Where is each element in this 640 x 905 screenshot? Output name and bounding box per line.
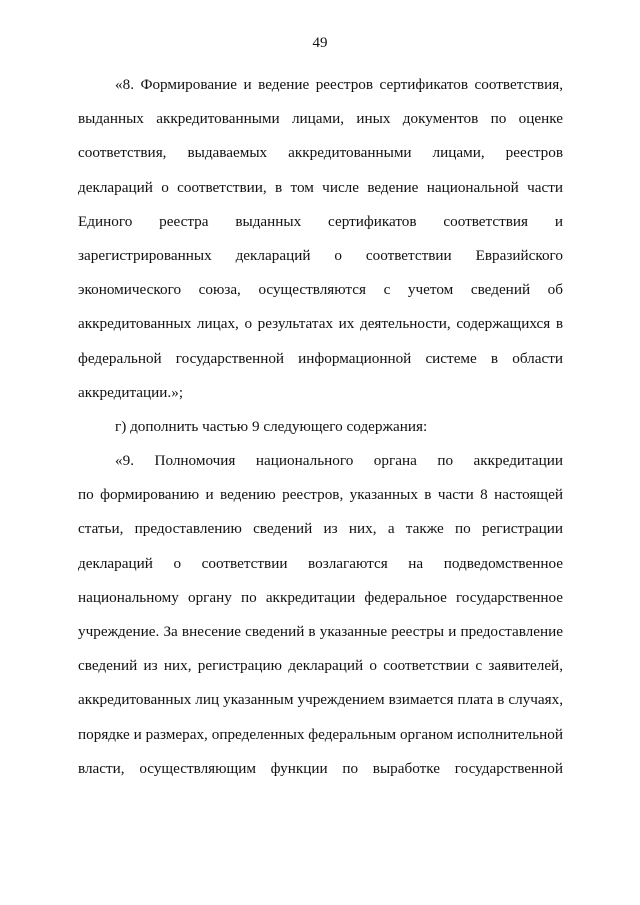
text-line: аккредитации.»; bbox=[78, 383, 184, 401]
text-line: соответствия, выдаваемых аккредитованными лицами, реестров bbox=[78, 144, 563, 162]
text-line: деклараций о соответствии, в том числе ведение национальной части bbox=[78, 178, 563, 196]
text-line: учреждение. За внесение сведений в указанные реестры и предоставление bbox=[78, 623, 563, 640]
text-line: «9. Полномочия национального органа по аккредитации bbox=[115, 452, 563, 470]
text-line: власти, осуществляющим функции по выработке государственной bbox=[78, 759, 563, 777]
text-line: выданных аккредитованными лицами, иных документов по оценке bbox=[78, 110, 563, 128]
amendment-item-g bbox=[78, 410, 563, 444]
text-line: порядке и размерах, определенных федеральным органом исполнительной bbox=[78, 725, 563, 743]
document-body bbox=[78, 68, 563, 786]
text-line: экономического союза, осуществляются с учетом сведений об bbox=[78, 281, 563, 299]
paragraph-part-8 bbox=[78, 68, 563, 410]
paragraph-part-9 bbox=[78, 444, 563, 786]
text-line: федеральной государственной информационной системе в области bbox=[78, 349, 563, 367]
text-line: «8. Формирование и ведение реестров сертификатов соответствия, bbox=[115, 76, 563, 93]
text-line: деклараций о соответствии возлагаются на подведомственное bbox=[78, 554, 563, 572]
text-line: зарегистрированных деклараций о соответствии Евразийского bbox=[78, 246, 563, 264]
text-line: национальному органу по аккредитации федеральное государственное bbox=[78, 588, 563, 606]
page-number: 49 bbox=[312, 35, 328, 51]
text-line: сведений из них, регистрацию деклараций о соответствии с заявителей, bbox=[78, 657, 563, 675]
text-line: статьи, предоставлению сведений из них, а также по регистрации bbox=[78, 520, 563, 538]
text-line: аккредитованных лиц указанным учреждением взимается плата в случаях, bbox=[78, 691, 563, 709]
text-line: по формированию и ведению реестров, указанных в части 8 настоящей bbox=[78, 486, 563, 504]
text-line: г) дополнить частью 9 следующего содержания: bbox=[115, 417, 428, 435]
text-line: Единого реестра выданных сертификатов соответствия и bbox=[78, 212, 563, 230]
text-line: аккредитованных лицах, о результатах их деятельности, содержащихся в bbox=[78, 315, 563, 333]
